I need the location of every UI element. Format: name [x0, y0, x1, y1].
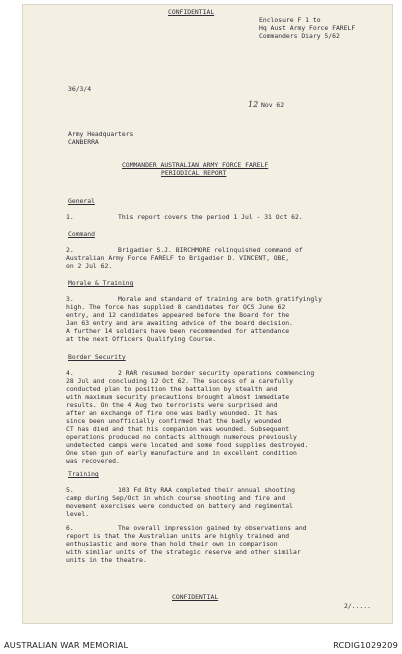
para-5-number: 5. [66, 486, 74, 494]
para-6-line: enthusiastic and more than hold their own in comparison [66, 540, 278, 548]
addressee-line-2: CANBERRA [68, 138, 99, 146]
footer-record-id: RCDIG1029209 [333, 640, 398, 650]
addressee-line-1: Army Headquarters [68, 130, 134, 138]
document-title: COMMANDER AUSTRALIAN ARMY FORCE FARELF [122, 161, 269, 169]
para-4-line: conducted plan to position the battalion by stealth and [66, 385, 278, 393]
enclosure-line-1: Enclosure F 1 to [259, 16, 321, 24]
heading-morale-training: Morale & Training [68, 279, 134, 287]
para-4-line: CT has died and that his companion was wounded. Subsequent [66, 425, 290, 433]
para-3-line: at the next Officers Qualifying Course. [66, 335, 217, 343]
para-1-text: This report covers the period 1 Jul - 31 Oct 62. [118, 213, 303, 221]
para-4-line: since been unofficially confirmed that the badly wounded [66, 417, 282, 425]
document-sheet [22, 4, 393, 624]
para-3-line: high. The force has supplied 8 candidates for OCS June 62 [66, 303, 286, 311]
para-3-line: entry, and 12 candidates appeared before the Board for the [66, 311, 290, 319]
para-3-first-line: Morale and standard of training are both gratifyingly [118, 295, 322, 303]
para-6-line: report is that the Australian units are highly trained and [66, 532, 290, 540]
para-6-first-line: The overall impression gained by observations and [118, 524, 307, 532]
para-6-line: units in the theatre. [66, 556, 147, 564]
para-4-line: was recovered. [66, 457, 120, 465]
para-2-number: 2. [66, 246, 74, 254]
footer-institution: AUSTRALIAN WAR MEMORIAL [4, 640, 129, 650]
heading-training: Training [68, 470, 99, 478]
enclosure-line-3: Commanders Diary 5/62 [259, 32, 340, 40]
para-4-line: with maximum security precautions brought almost immediate [66, 393, 290, 401]
heading-command: Command [68, 230, 95, 238]
para-4-line: 28 Jul and concluding 12 Oct 62. The success of a carefully [66, 377, 294, 385]
para-4-line: undetected camps were located and some food supplies destroyed. [66, 441, 309, 449]
para-3-number: 3. [66, 295, 74, 303]
para-5-line: camp during Sep/Oct in which course shooting and fire and [66, 494, 286, 502]
para-5-line: level. [66, 510, 90, 518]
para-3-line: A further 14 soldiers have been recommended for attendance [66, 327, 290, 335]
document-subtitle: PERIODICAL REPORT [161, 169, 227, 177]
heading-border-security: Border Security [68, 353, 126, 361]
para-5-first-line: 103 Fd Bty RAA completed their annual shooting [118, 486, 295, 494]
enclosure-line-2: Hq Aust Army Force FARELF [259, 24, 356, 32]
para-4-number: 4. [66, 369, 74, 377]
para-3-line: Jan 63 entry and are awaiting advice of the board decision. [66, 319, 294, 327]
para-1-number: 1. [66, 213, 74, 221]
para-5-line: movement exercises were conducted on battery and regimental [66, 502, 294, 510]
classification-top: CONFIDENTIAL [168, 8, 215, 16]
para-2-first-line: Brigadier S.J. BIRCHMORE relinquished command of [118, 246, 303, 254]
para-4-line: One sten gun of early manufacture and in excellent condition [66, 449, 297, 457]
classification-bottom: CONFIDENTIAL [172, 593, 219, 601]
para-6-number: 6. [66, 524, 74, 532]
para-6-line: with similar units of the strategic reserve and other similar [66, 548, 301, 556]
document-date: Nov 62 [261, 101, 285, 109]
heading-general: General [68, 197, 95, 205]
para-4-line: results. On the 4 Aug two terrorists were surprised and [66, 401, 278, 409]
para-2-line: Australian Army Force FARELF to Brigadier D. VINCENT, OBE, [66, 254, 290, 262]
para-4-line: after an exchange of fire one was badly wounded. It has [66, 409, 278, 417]
para-2-line: on 2 Jul 62. [66, 262, 113, 270]
file-reference: 36/3/4 [68, 85, 92, 93]
page-continuation: 2/..... [344, 602, 371, 610]
para-4-first-line: 2 RAR resumed border security operations commencing [118, 369, 315, 377]
date-handwritten: 12 [248, 100, 259, 109]
archive-footer [0, 634, 402, 654]
para-4-line: operations produced no contacts although numerous previously [66, 433, 297, 441]
